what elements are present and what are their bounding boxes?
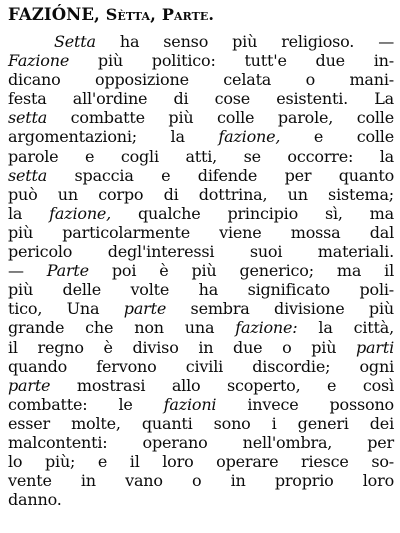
text-run: mostrasi allo scoperto, e così — [50, 375, 394, 395]
text-run: sembra divisione più — [166, 299, 394, 319]
heading-term-fazione: FAZIÓNE — [8, 5, 95, 24]
text-line — [8, 414, 394, 433]
italic-term: setta — [8, 165, 48, 185]
text-run: più particolarmente viene mossa dal — [8, 222, 394, 242]
text-run: malcontenti: operano nell'ombra, per — [8, 432, 394, 452]
italic-term: parte — [8, 375, 51, 395]
text-line — [8, 223, 394, 242]
text-line — [8, 242, 394, 261]
text-run: lo più; e il loro operare riesce so- — [8, 452, 394, 472]
text-line — [8, 70, 394, 89]
text-run: spaccia e difende per quanto — [47, 165, 394, 185]
text-line — [8, 357, 394, 376]
text-line — [8, 166, 394, 185]
text-run: — — [8, 261, 47, 281]
text-run: poi è più generico; ma il — [88, 261, 394, 281]
heading-separator: , — [150, 5, 162, 24]
text-run: vente in vano o in proprio loro — [8, 471, 394, 491]
text-line — [8, 338, 394, 357]
text-run: combatte più colle parole, colle — [47, 108, 394, 128]
heading-term-parte: Parte. — [161, 5, 215, 24]
italic-term: Parte — [46, 261, 89, 281]
text-run: la — [8, 203, 50, 223]
text-run: il regno è diviso in due o più — [8, 337, 357, 357]
text-run: pericolo degl'interessi suoi materiali. — [8, 242, 394, 262]
italic-term: fazioni — [163, 394, 217, 414]
text-line — [8, 299, 394, 318]
text-line — [8, 127, 394, 146]
italic-term: setta — [8, 108, 48, 128]
text-run: danno. — [8, 490, 62, 510]
italic-term: fazione, — [49, 203, 112, 223]
text-run: più politico: tutt'e due in- — [69, 51, 394, 71]
italic-term: fazione: — [235, 318, 298, 338]
text-run: tico, Una — [8, 299, 124, 319]
text-line — [8, 261, 394, 280]
text-line — [8, 204, 394, 223]
text-line — [8, 32, 394, 51]
text-line — [8, 376, 394, 395]
text-run: la città, — [297, 318, 394, 338]
text-run: parole e cogli atti, se occorre: la — [8, 146, 394, 166]
entry-heading — [8, 4, 396, 26]
italic-term: fazione, — [218, 127, 281, 147]
text-run: ha senso più religioso. — — [95, 32, 394, 51]
heading-separator: , — [94, 5, 106, 24]
text-line — [8, 108, 394, 127]
text-run: argomentazioni; la — [8, 127, 219, 147]
text-line — [8, 490, 394, 509]
text-run: festa all'ordine di cose esistenti. La — [8, 89, 394, 109]
text-line — [8, 185, 394, 204]
entry-body — [8, 32, 396, 509]
text-line — [8, 452, 394, 471]
text-line — [8, 147, 394, 166]
text-run: esser molte, quanti sono i generi dei — [8, 413, 394, 433]
italic-term: Setta — [54, 32, 96, 51]
text-run: invece possono — [216, 394, 394, 414]
text-line — [8, 51, 394, 70]
text-line — [8, 280, 394, 299]
heading-term-setta: Sètta — [105, 5, 151, 24]
text-run: e colle — [280, 127, 394, 147]
italic-term: parte — [123, 299, 167, 319]
text-run: qualche principio sì, ma — [111, 203, 394, 223]
text-line — [8, 395, 394, 414]
italic-term: Fazione — [8, 51, 70, 71]
text-run: quando fervono civili discordie; ogni — [8, 356, 394, 376]
italic-term: parti — [356, 337, 394, 357]
text-line — [8, 318, 394, 337]
text-run: grande che non una — [8, 318, 236, 338]
text-run: può un corpo di dottrina, un sistema; — [8, 184, 394, 204]
text-run: combatte: le — [8, 394, 164, 414]
text-line — [8, 433, 394, 452]
text-line — [8, 89, 394, 108]
text-line — [8, 471, 394, 490]
text-run: più delle volte ha significato poli- — [8, 280, 394, 300]
text-run: dicano opposizione celata o mani- — [8, 70, 394, 90]
